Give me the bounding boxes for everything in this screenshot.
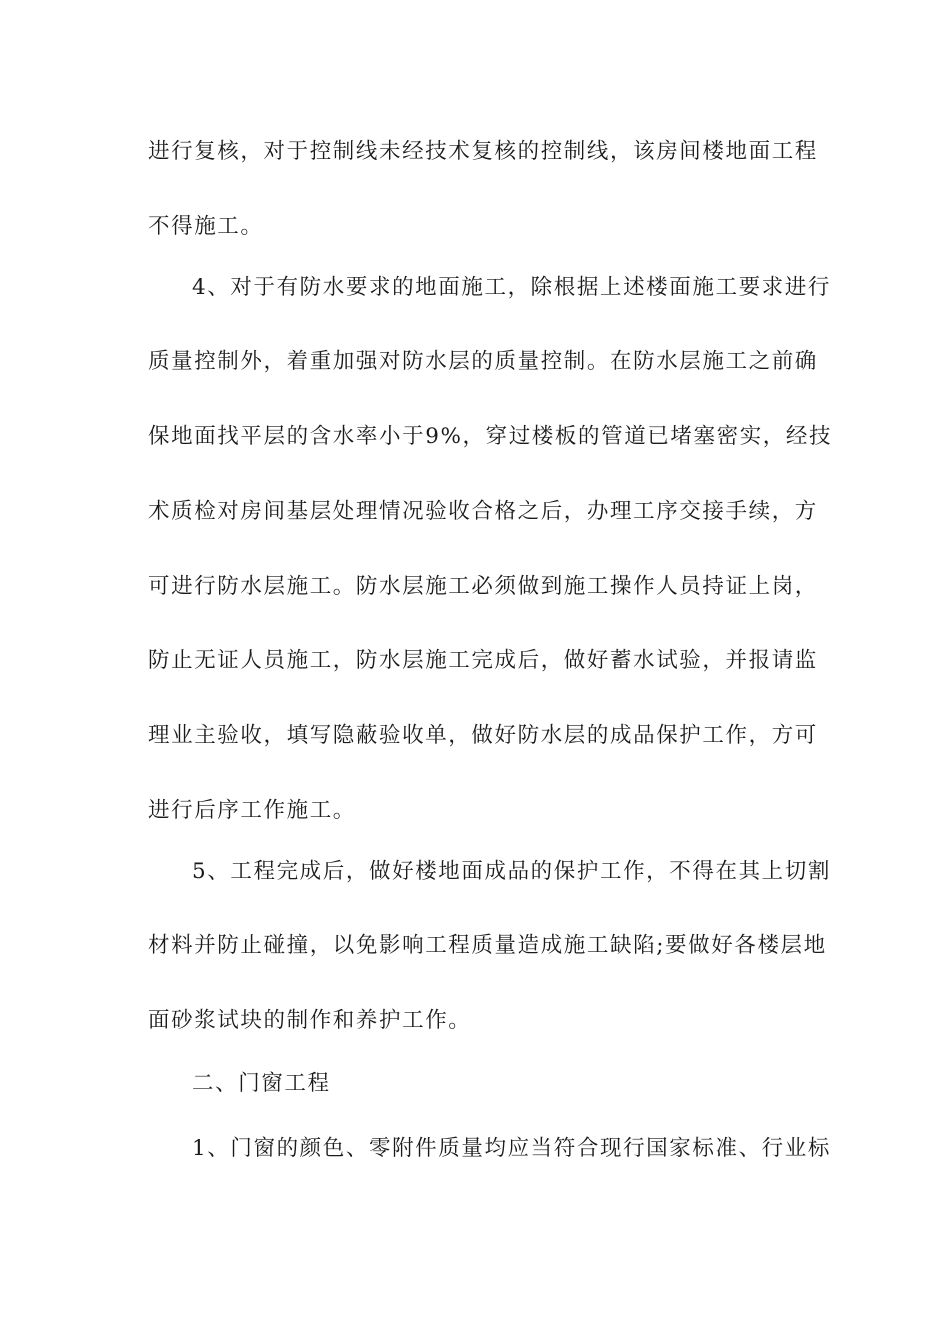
text-line: 可进行防水层施工。防水层施工必须做到施工操作人员持证上岗， — [148, 574, 818, 599]
text-line: 理业主验收，填写隐蔽验收单，做好防水层的成品保护工作，方可 — [148, 723, 818, 748]
text-line: 术质检对房间基层处理情况验收合格之后，办理工序交接手续，方 — [148, 499, 818, 524]
text-line: 防止无证人员施工，防水层施工完成后，做好蓄水试验，并报请监 — [148, 648, 818, 673]
text-line: 材料并防止碰撞，以免影响工程质量造成施工缺陷;要做好各楼层地 — [148, 933, 827, 958]
text-line: 4、对于有防水要求的地面施工，除根据上述楼面施工要求进行 — [192, 275, 831, 300]
text-line: 保地面找平层的含水率小于9%，穿过楼板的管道已堵塞密实，经技 — [148, 424, 833, 449]
text-line: 5、工程完成后，做好楼地面成品的保护工作，不得在其上切割 — [192, 859, 831, 884]
text-line: 进行后序工作施工。 — [148, 798, 356, 823]
text-line: 质量控制外，着重加强对防水层的质量控制。在防水层施工之前确 — [148, 349, 818, 374]
text-line: 不得施工。 — [148, 214, 264, 239]
section-heading: 二、门窗工程 — [192, 1071, 331, 1096]
text-line: 进行复核，对于控制线未经技术复核的控制线，该房间楼地面工程 — [148, 139, 818, 164]
text-line: 面砂浆试块的制作和养护工作。 — [148, 1008, 472, 1033]
text-line: 1、门窗的颜色、零附件质量均应当符合现行国家标准、行业标 — [192, 1136, 831, 1161]
